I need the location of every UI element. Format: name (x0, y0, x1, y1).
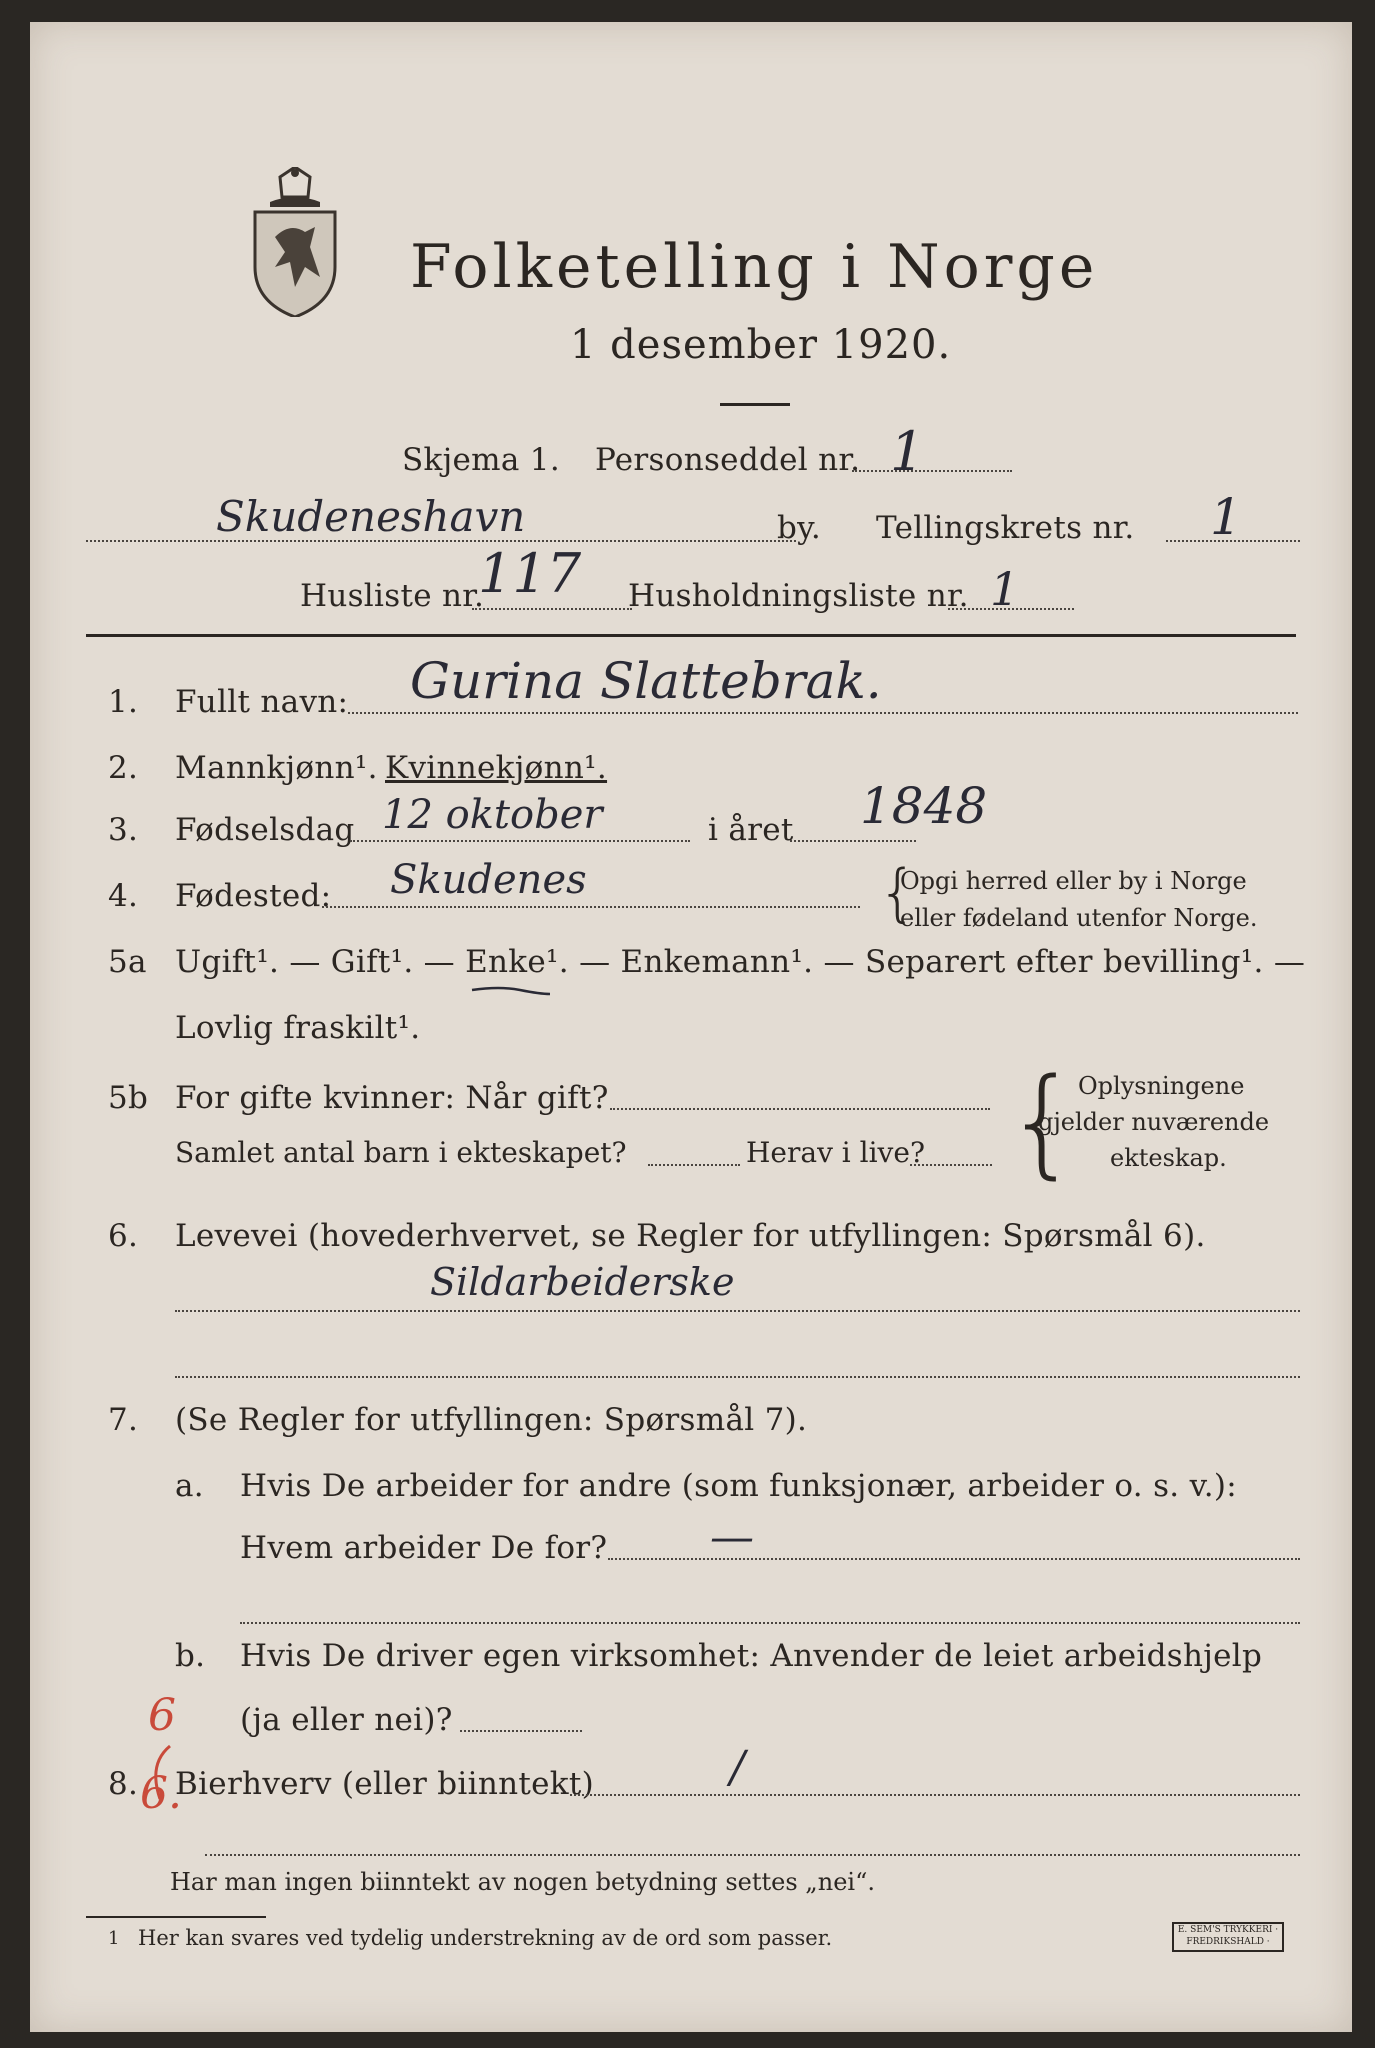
husliste-label: Husliste nr. (300, 578, 485, 614)
tellingskrets-value: 1 (1210, 488, 1242, 546)
q7a-text: Hvis De arbeider for andre (som funksjonær, arbeider o. s. v.): (240, 1468, 1238, 1504)
q1-value: Gurina Slattebrak. (410, 652, 882, 710)
q8-margin-mark-1: 6 (148, 1690, 176, 1741)
q7b-letter: b. (175, 1638, 206, 1674)
q4-brace: { (878, 856, 918, 929)
q5b-married-line (610, 1108, 990, 1110)
q8-value: / (730, 1742, 745, 1793)
q3-year-line (790, 840, 916, 842)
husliste-value: 117 (478, 542, 582, 605)
q4-value: Skudenes (390, 857, 587, 903)
husliste-line (472, 608, 632, 610)
q4-note-2: eller fødeland utenfor Norge. (900, 904, 1258, 932)
q5b-number: 5b (108, 1080, 149, 1116)
q5a-options-2: Lovlig fraskilt¹. (175, 1010, 421, 1046)
q6-line-2 (175, 1376, 1300, 1378)
tellingskrets-label: Tellingskrets nr. (876, 510, 1135, 546)
header-rule (86, 634, 1296, 637)
q5b-note-1: Oplysningene (1078, 1072, 1245, 1100)
q3-value: 12 oktober (382, 792, 603, 838)
footer-note: Har man ingen biinntekt av nogen betydning settes „nei“. (170, 1868, 875, 1896)
q1-line (348, 712, 1298, 714)
by-label: by. (777, 510, 821, 546)
q6-number: 6. (108, 1218, 139, 1254)
form-title: Folketelling i Norge (410, 232, 1099, 302)
q7b-line (460, 1730, 582, 1732)
q6-line-1 (175, 1310, 1300, 1312)
enke-underline-mark (470, 984, 552, 998)
q7b-question: (ja eller nei)? (240, 1702, 453, 1738)
q5b-married-question: For gifte kvinner: Når gift? (175, 1080, 609, 1116)
form-date: 1 desember 1920. (570, 322, 952, 368)
q8-margin-mark-2: 6. (140, 1768, 182, 1819)
q4-line (322, 906, 860, 908)
husholdning-value: 1 (990, 562, 1020, 616)
q3-year-label: i året (708, 812, 794, 848)
q4-label: Fødested: (175, 878, 332, 914)
q3-day-line (350, 840, 690, 842)
printer-stamp: E. SEM'S TRYKKERI · FREDRIKSHALD · (1172, 1922, 1284, 1952)
footnote-number: 1 (108, 1928, 120, 1949)
footnote-text: Her kan svares ved tydelig understrekning av de ord som passer. (138, 1926, 833, 1950)
q8-line (570, 1794, 1300, 1796)
q5a-number: 5a (108, 944, 147, 980)
q1-label: Fullt navn: (175, 684, 349, 720)
personseddel-line (852, 470, 1012, 472)
q1-number: 1. (108, 684, 139, 720)
q7a-line-2 (240, 1622, 1300, 1624)
footnote-rule (86, 1916, 266, 1918)
q6-label: Levevei (hovederhvervet, se Regler for utfyllingen: Spørsmål 6). (175, 1218, 1206, 1254)
q5b-alive-line (910, 1164, 992, 1166)
q2-male: Mannkjønn¹. (175, 750, 378, 786)
q3-label: Fødselsdag (175, 812, 355, 848)
q4-number: 4. (108, 878, 139, 914)
q2-number: 2. (108, 750, 139, 786)
q5b-note-3: ekteskap. (1110, 1144, 1227, 1172)
q8-number: 8. (108, 1766, 139, 1802)
q8-red-bracket (140, 1744, 180, 1804)
q6-value: Sildarbeiderske (430, 1260, 735, 1304)
personseddel-value: 1 (890, 420, 925, 483)
q7a-value: — (710, 1512, 754, 1563)
q3-year-value: 1848 (860, 777, 988, 835)
q7a-letter: a. (175, 1468, 204, 1504)
q2-female-underlined: Kvinnekjønn¹. (385, 750, 608, 786)
q3-number: 3. (108, 812, 139, 848)
coat-of-arms-icon (240, 167, 350, 317)
title-divider (720, 403, 790, 406)
q7-label: (Se Regler for utfyllingen: Spørsmål 7). (175, 1402, 808, 1438)
q5b-children-question: Samlet antal barn i ekteskapet? (175, 1136, 627, 1169)
q5b-note-2: gjelder nuværende (1038, 1108, 1270, 1136)
q7a-question: Hvem arbeider De for? (240, 1530, 608, 1566)
by-value: Skudeneshavn (216, 492, 526, 541)
census-form-page (30, 22, 1352, 2032)
q5b-alive-question: Herav i live? (746, 1136, 925, 1169)
schema-label: Skjema 1. (402, 442, 560, 478)
personseddel-label: Personseddel nr. (595, 442, 861, 478)
q7-number: 7. (108, 1402, 139, 1438)
q8-line-2 (205, 1854, 1300, 1856)
q7b-text: Hvis De driver egen virksomhet: Anvender de leiet arbeidshjelp (240, 1638, 1263, 1674)
q5b-children-line (648, 1164, 740, 1166)
q5a-options: Ugift¹. — Gift¹. — Enke¹. — Enkemann¹. — Separert efter bevilling¹. — (175, 944, 1306, 980)
husholdning-label: Husholdningsliste nr. (628, 578, 969, 614)
q4-note-1: Opgi herred eller by i Norge (900, 867, 1247, 895)
q5b-brace: { (1005, 1052, 1081, 1190)
q8-label: Bierhverv (eller biinntekt) (175, 1766, 595, 1802)
